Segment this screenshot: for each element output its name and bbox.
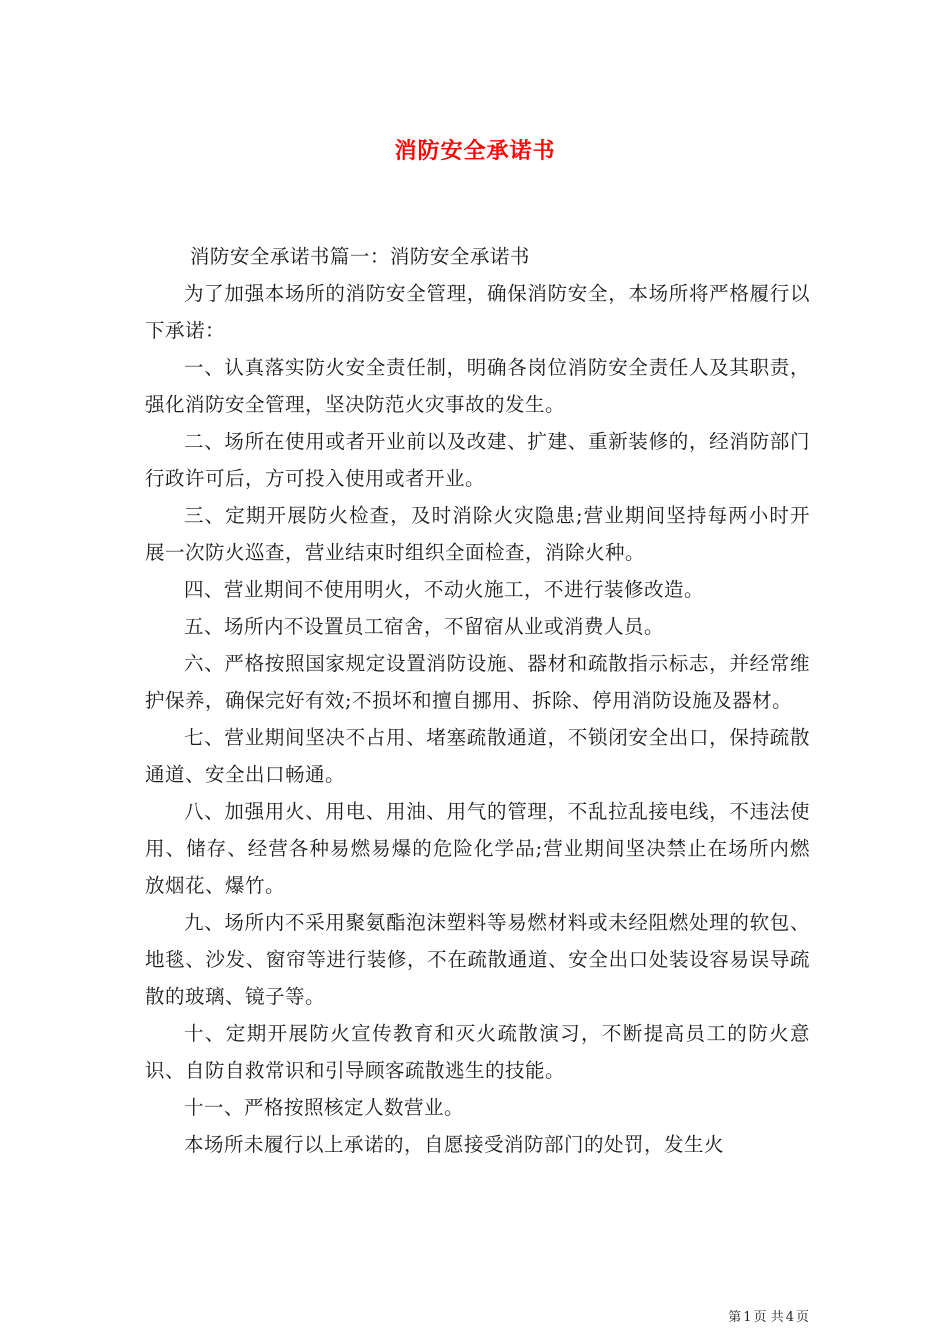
paragraph-closing: 本场所未履行以上承诺的，自愿接受消防部门的处罚，发生火	[184, 1133, 725, 1156]
paragraph-item-4: 四、营业期间不使用明火，不动火施工，不进行装修改造。	[184, 578, 705, 601]
current-page-number: 1	[743, 1310, 752, 1325]
paragraph-item-7: 七、营业期间坚决不占用、堵塞疏散通道，不锁闭安全出口，保持疏散通道、安全出口畅通。	[145, 726, 810, 786]
paragraph-item-11: 十一、严格按照核定人数营业。	[184, 1096, 465, 1119]
paragraph-item-1: 一、认真落实防火安全责任制，明确各岗位消防安全责任人及其职责，强化消防安全管理，坚决防范火灾事故的发生。	[145, 356, 810, 416]
page-prefix: 第	[728, 1310, 742, 1325]
document-body	[145, 238, 810, 1163]
paragraph-item-3: 三、定期开展防火检查，及时消除火灾隐患;营业期间坚持每两小时开展一次防火巡查，营业结束时组织全面检查，消除火种。	[145, 504, 810, 564]
page-number-footer	[690, 1306, 810, 1325]
document-title: 消防安全承诺书	[394, 138, 556, 164]
paragraph-intro: 为了加强本场所的消防安全管理，确保消防安全，本场所将严格履行以下承诺：	[145, 282, 810, 342]
paragraph-item-8: 八、加强用火、用电、用油、用气的管理，不乱拉乱接电线，不违法使用、储存、经营各种易燃易爆的危险化学品;营业期间坚决禁止在场所内燃放烟花、爆竹。	[145, 800, 810, 897]
total-pages-number: 4	[785, 1310, 794, 1325]
section-subheading: 消防安全承诺书篇一：消防安全承诺书	[189, 245, 530, 268]
paragraph-item-5: 五、场所内不设置员工宿舍，不留宿从业或消费人员。	[184, 615, 665, 638]
paragraph-item-2: 二、场所在使用或者开业前以及改建、扩建、重新装修的，经消防部门行政许可后，方可投入使用或者开业。	[145, 430, 810, 490]
paragraph-item-6: 六、严格按照国家规定设置消防设施、器材和疏散指示标志，并经常维护保养，确保完好有效;不损坏和擅自挪用、拆除、停用消防设施及器材。	[145, 652, 810, 712]
paragraph-item-9: 九、场所内不采用聚氨酯泡沫塑料等易燃材料或未经阻燃处理的软包、地毯、沙发、窗帘等进行装修，不在疏散通道、安全出口处装设容易误导疏散的玻璃、镜子等。	[145, 911, 810, 1008]
paragraph-item-10: 十、定期开展防火宣传教育和灭火疏散演习，不断提高员工的防火意识、自防自救常识和引导顾客疏散逃生的技能。	[145, 1022, 810, 1082]
page-suffix: 页	[795, 1310, 809, 1325]
page-mid-text: 页 共	[753, 1310, 784, 1325]
